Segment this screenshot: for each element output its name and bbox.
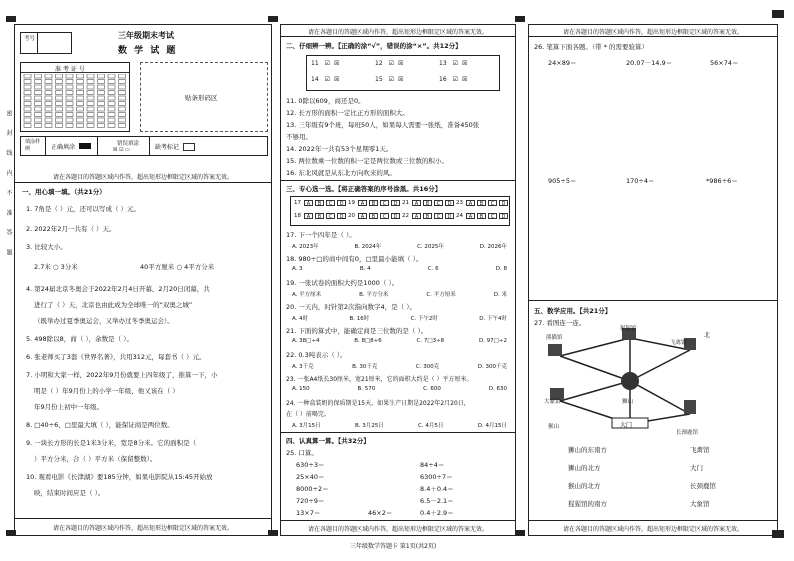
q18-options: A. 3 B. 4 C. 6 D. 8 (292, 266, 507, 272)
ticket-digit-bubble[interactable] (87, 113, 94, 117)
ticket-digit-bubble[interactable] (87, 80, 94, 84)
ticket-digit-bubble[interactable] (24, 91, 31, 95)
ticket-digit-bubble[interactable] (98, 118, 105, 122)
ticket-digit-bubble[interactable] (77, 113, 84, 117)
true-option[interactable]: ☑ (452, 76, 459, 83)
ticket-digit-bubble[interactable] (119, 80, 126, 84)
q14: 14. 2022年一共有53个星期零1天。 (286, 145, 393, 153)
mc-answer-cell[interactable] (456, 213, 510, 219)
notice: 请在各题目的答题区域内作答，超出矩形边框限定区域的答案无效。 (307, 29, 488, 36)
mc-option-bubble[interactable]: D (337, 200, 346, 206)
absent-label: 缺考标记 (155, 144, 180, 151)
mc-option-bubble[interactable]: C (326, 200, 335, 206)
tf-answer-cell[interactable] (439, 60, 471, 67)
ticket-digit-bubble[interactable] (45, 85, 52, 89)
ticket-digit-bubble[interactable] (35, 80, 42, 84)
q8: 8. □40÷6，□里最大填（ ），能保证商是两位数。 (26, 421, 174, 429)
true-option[interactable]: ☑ (388, 76, 395, 83)
section-5-title: 五、数学应用。【共21分】 (534, 307, 612, 315)
q16: 16. 东北风就是从东北方向吹来的风。 (286, 169, 396, 177)
mc-option-bubble[interactable]: C (488, 200, 497, 206)
ticket-digit-bubble[interactable] (24, 96, 31, 100)
tf-question-number: 16 (439, 76, 447, 83)
ticket-digit-bubble[interactable] (24, 74, 31, 78)
written-calc: 56×74＝ (710, 59, 739, 67)
ticket-digit-bubble[interactable] (66, 74, 73, 78)
ticket-digit-bubble[interactable] (98, 102, 105, 106)
registration-mark (268, 16, 278, 22)
notice: 请在各题目的答题区域内作答，超出矩形边框限定区域的答案无效。 (307, 526, 488, 533)
match-left: 猩猩馆的南方 (568, 500, 607, 508)
mc-option-bubble[interactable]: C (488, 213, 497, 219)
ticket-digit-bubble[interactable] (24, 80, 31, 84)
mc-answer-cell[interactable] (348, 200, 402, 206)
q20-options: A. 4时 B. 16时 C. 下午2时 D. 下午4时 (292, 316, 507, 322)
false-option[interactable]: ☒ (462, 76, 468, 83)
mc-option-bubble[interactable]: C (380, 200, 389, 206)
monkey-hill-label: 猴山 (548, 424, 560, 430)
q27: 27. 看图连一连。 (534, 319, 586, 327)
q9-line1: 9. 一块长方形的长是1米3分米，宽是8分米。它的面积是（ (26, 439, 197, 447)
ticket-digit-bubble[interactable] (66, 124, 73, 128)
mc-option-bubble[interactable]: B (315, 213, 324, 219)
ticket-digit-bubble[interactable] (66, 96, 73, 100)
calc-item: 630÷3＝ (296, 461, 325, 469)
mc-option-bubble[interactable]: D (391, 213, 400, 219)
ticket-digit-bubble[interactable] (45, 96, 52, 100)
ticket-digit-bubble[interactable] (87, 118, 94, 122)
tf-answer-cell[interactable] (439, 76, 471, 83)
ticket-digit-bubble[interactable] (45, 80, 52, 84)
ticket-digit-bubble[interactable] (56, 113, 63, 117)
q9-line2: ）平方分米，合（ ）平方米（保留整数）。 (34, 455, 157, 463)
calc-item: 0.4＋2.9＝ (420, 509, 454, 517)
ticket-digit-bubble[interactable] (45, 118, 52, 122)
ticket-digit-bubble[interactable] (45, 113, 52, 117)
gorilla-label: 猩猩馆 (620, 326, 637, 332)
barcode-area (140, 62, 268, 132)
ticket-digit-bubble[interactable] (87, 91, 94, 95)
false-option[interactable]: ☒ (334, 60, 340, 67)
ticket-digit-bubble[interactable] (108, 113, 115, 117)
ticket-digit-bubble[interactable] (77, 102, 84, 106)
mc-option-bubble[interactable]: B (423, 200, 432, 206)
tf-answer-cell[interactable] (311, 60, 343, 67)
calc-item: 6300÷7＝ (420, 473, 453, 481)
registration-mark (515, 530, 525, 536)
mc-option-bubble[interactable]: D (445, 213, 454, 219)
ticket-digit-bubble[interactable] (77, 96, 84, 100)
notice: 请在各题目的答题区域内作答，超出矩形边框限定区域的答案无效。 (562, 526, 743, 533)
true-option[interactable]: ☑ (324, 76, 331, 83)
ticket-digit-bubble[interactable] (77, 124, 84, 128)
mc-option-bubble[interactable]: C (380, 213, 389, 219)
q17-options: A. 2023年 B. 2024年 C. 2025年 D. 2026年 (292, 244, 507, 250)
mc-option-bubble[interactable]: D (499, 213, 508, 219)
giraffe-icon (684, 400, 696, 414)
mc-question-number: 24 (456, 213, 463, 219)
ticket-digit-bubble[interactable] (77, 91, 84, 95)
tf-answer-cell[interactable] (375, 76, 407, 83)
registration-mark (515, 16, 525, 22)
written-calc: 20.07－14.9＝ (626, 59, 673, 67)
ticket-digit-bubble[interactable] (119, 124, 126, 128)
ticket-digit-bubble[interactable] (66, 85, 73, 89)
true-option[interactable]: ☑ (388, 60, 395, 67)
ticket-digit-bubble[interactable] (24, 102, 31, 106)
mc-option-bubble[interactable]: C (326, 213, 335, 219)
match-right: 长颈鹿馆 (690, 482, 716, 490)
ticket-digit-bubble[interactable] (98, 113, 105, 117)
ticket-digit-bubble[interactable] (119, 107, 126, 111)
calc-item: 720÷9＝ (296, 497, 325, 505)
mc-option-bubble[interactable]: A (304, 200, 313, 206)
q3: 3. 比较大小。 (26, 243, 67, 251)
ticket-digit-bubble[interactable] (98, 107, 105, 111)
q1: 1. 7角是（ ）元，还可以写成（ ）元。 (26, 205, 141, 213)
mc-option-bubble[interactable]: A (412, 213, 421, 219)
mc-answer-grid[interactable] (290, 196, 510, 226)
ticket-digit-bubble[interactable] (98, 74, 105, 78)
calc-item: 84÷4＝ (420, 461, 445, 469)
mc-option-bubble[interactable]: A (304, 213, 313, 219)
ticket-digit-bubble[interactable] (87, 102, 94, 106)
ticket-digit-bubble[interactable] (56, 85, 63, 89)
mc-answer-cell[interactable] (348, 213, 402, 219)
wrong-fill-label: 错误填涂 (117, 141, 140, 147)
calc-item: 46×2＝ (368, 509, 393, 517)
mc-answer-cell[interactable] (294, 213, 348, 219)
mc-option-bubble[interactable]: D (337, 213, 346, 219)
ticket-digit-bubble[interactable] (108, 80, 115, 84)
q6: 6. 张老师买了3套《世界名著》，共用312元，每套书（ ）元。 (26, 353, 206, 361)
lion-icon (621, 372, 639, 390)
ticket-digit-bubble[interactable] (77, 74, 84, 78)
ticket-digit-bubble[interactable] (56, 91, 63, 95)
ticket-digit-bubble[interactable] (24, 113, 31, 117)
mc-option-bubble[interactable]: B (477, 213, 486, 219)
notice: 请在各题目的答题区域内作答，超出矩形边框限定区域的答案无效。 (562, 29, 743, 36)
ticket-label: 准 考 证 号 (55, 66, 85, 73)
ticket-digit-bubble[interactable] (56, 124, 63, 128)
written-calc: 905÷5＝ (548, 177, 577, 185)
ticket-digit-bubble[interactable] (45, 107, 52, 111)
exam-title: 三年级期末考试 (118, 31, 174, 40)
tf-question-number: 12 (375, 60, 383, 67)
written-calc: 170÷4＝ (626, 177, 655, 185)
false-option[interactable]: ☒ (398, 60, 404, 67)
registration-mark (772, 10, 784, 18)
ticket-digit-bubble[interactable] (77, 85, 84, 89)
q23-options: A. 150 B. 570 C. 600 D. 630 (292, 386, 507, 392)
mc-answer-cell[interactable] (402, 200, 456, 206)
ticket-digit-bubble[interactable] (98, 96, 105, 100)
ticket-digit-bubble[interactable] (24, 118, 31, 122)
q17: 17. 下一个四年是（ ）。 (286, 231, 356, 239)
ticket-digit-bubble[interactable] (56, 107, 63, 111)
ticket-digit-bubble[interactable] (119, 118, 126, 122)
ticket-digit-bubble[interactable] (66, 113, 73, 117)
mc-option-bubble[interactable]: B (369, 213, 378, 219)
q12: 12. 长方形的面积一定比正方形的面积大。 (286, 109, 409, 117)
ticket-digit-bubble[interactable] (108, 96, 115, 100)
tf-answer-cell[interactable] (311, 76, 343, 83)
mc-option-bubble[interactable]: A (466, 213, 475, 219)
q3-item-1: 2.7米 ○ 3分米 (34, 263, 78, 271)
q13: 13. 三年级有9个班，每班50人，如果每人需要一张纸，准备450张 (286, 121, 480, 129)
q18: 18. 980÷□的商中间有0，□里最小能填（ ）。 (286, 255, 423, 263)
ticket-digit-bubble[interactable] (119, 74, 126, 78)
calc-item: 8.4＋0.4＝ (420, 485, 454, 493)
q20: 20. 一天内，时针第2次指向数字4，是（ ）。 (286, 303, 416, 311)
q4-line3: （既举办过夏季奥运会，又举办过冬季奥运会）。 (34, 317, 174, 325)
q10-line1: 10. 观看电影《长津湖》要185分钟，如果电影院从15:45开始放 (26, 473, 213, 481)
seat-box (20, 32, 72, 54)
ticket-digit-bubble[interactable] (87, 96, 94, 100)
ticket-digit-bubble[interactable] (66, 80, 73, 84)
ticket-digit-bubble[interactable] (87, 124, 94, 128)
mc-answer-cell[interactable] (402, 213, 456, 219)
mc-question-number: 22 (402, 213, 409, 219)
q24-cont: 在（ ）前喝完。 (286, 411, 330, 418)
ticket-digit-bubble[interactable] (35, 113, 42, 117)
mc-question-number: 19 (348, 200, 355, 206)
match-left: 狮山的东南方 (568, 446, 607, 454)
q23: 23. 一张A4纸长30厘米，宽21厘米，它的面积大约是（ ）平方厘米。 (286, 376, 473, 383)
q3-item-2: 40平方厘米 ○ 4平方分米 (140, 263, 215, 271)
ticket-digit-bubble[interactable] (108, 107, 115, 111)
q15: 15. 两位数乘一位数的积一定是两位数或三位数的积小。 (286, 157, 448, 165)
false-option[interactable]: ☒ (334, 76, 340, 83)
wrong-fill-sample: ☒ ☑ ▭ (113, 147, 130, 153)
ticket-digit-bubble[interactable] (98, 124, 105, 128)
mc-option-bubble[interactable]: B (477, 200, 486, 206)
ticket-digit-bubble[interactable] (45, 124, 52, 128)
ticket-digit-bubble[interactable] (56, 74, 63, 78)
ticket-digit-bubble[interactable] (108, 91, 115, 95)
giraffe-label: 长颈鹿馆 (676, 430, 699, 436)
section-1-title: 一、用心填一填。（共21分） (22, 188, 106, 196)
ticket-digit-bubble[interactable] (87, 107, 94, 111)
ticket-digit-bubble[interactable] (87, 85, 94, 89)
ticket-digit-bubble[interactable] (108, 102, 115, 106)
tf-question-number: 11 (311, 60, 319, 67)
ticket-digit-bubble[interactable] (98, 91, 105, 95)
q5: 5. 498除以8，商（ ），余数是（ ）。 (26, 335, 133, 343)
seat-label: 考号 (24, 36, 36, 42)
ticket-digit-bubble[interactable] (66, 107, 73, 111)
mc-answer-cell[interactable] (294, 200, 348, 206)
section-3-title: 三、专心选一选。【将正确答案的序号涂黑。共16分】 (286, 185, 442, 193)
panda-icon (548, 344, 562, 356)
q4-line1: 4. 第24届北京冬奥会于2022年2月4日开幕，2月20日闭幕，共 (26, 285, 210, 293)
ticket-digit-bubble[interactable] (77, 80, 84, 84)
ticket-digit-bubble[interactable] (35, 91, 42, 95)
column-3-frame (528, 24, 778, 536)
mc-option-bubble[interactable]: B (423, 213, 432, 219)
section-2-title: 二、仔细辨一辨。【正确的涂“√”，错误的涂“×”。共12分】 (286, 42, 462, 50)
ticket-digit-bubble[interactable] (56, 96, 63, 100)
q26: 26. 笔算下面各题。（带 * 的需要验算） (534, 43, 649, 51)
calc-item: 25×40＝ (296, 473, 325, 481)
ticket-digit-bubble[interactable] (108, 124, 115, 128)
match-right: 飞禽馆 (690, 446, 710, 454)
mc-option-bubble[interactable]: D (499, 200, 508, 206)
q10-line2: 映，结束时间应是（ ）。 (34, 489, 105, 497)
q22: 22. 0.3吨表示（ ）。 (286, 351, 347, 359)
registration-mark (6, 16, 16, 22)
mc-option-bubble[interactable]: A (466, 200, 475, 206)
tf-answer-grid[interactable] (306, 55, 500, 91)
ticket-digit-bubble[interactable] (119, 85, 126, 89)
elephant-label: 大象馆 (544, 399, 561, 405)
absent-box[interactable] (183, 143, 195, 151)
q7-line1: 7. 小明和大家一样，2022年9月份就要上四年级了，推算一下，小 (26, 371, 218, 379)
ticket-digit-bubble[interactable] (35, 74, 42, 78)
ticket-digit-bubble[interactable] (77, 107, 84, 111)
q7-line3: 年9月份上初中一年级。 (34, 403, 104, 411)
mc-question-number: 20 (348, 213, 355, 219)
ticket-digit-bubble[interactable] (24, 124, 31, 128)
match-left: 狮山的北方 (568, 464, 601, 472)
mc-option-bubble[interactable]: B (369, 200, 378, 206)
q25: 25. 口算。 (286, 449, 318, 457)
ticket-digit-bubble[interactable] (66, 102, 73, 106)
seal-line-text: 密 封 线 内 不 准 答 题 (5, 110, 12, 262)
ticket-digit-bubble[interactable] (35, 118, 42, 122)
north-label: 北 (704, 332, 711, 339)
mc-question-number: 18 (294, 213, 301, 219)
true-option[interactable]: ☑ (452, 60, 459, 67)
mc-option-bubble[interactable]: C (434, 200, 443, 206)
mc-option-bubble[interactable]: D (391, 200, 400, 206)
ticket-digit-bubble[interactable] (98, 85, 105, 89)
correct-fill-sample (79, 143, 91, 149)
fill-label: 填涂样例 (25, 139, 41, 152)
bird-label: 飞禽馆 (670, 340, 687, 346)
ticket-digit-bubble[interactable] (66, 118, 73, 122)
mc-option-bubble[interactable]: A (358, 200, 367, 206)
q24: 24. 一种盒装奶的保质期是15天，如果生产日期是2022年2月20日， (286, 400, 470, 407)
match-right: 大象馆 (690, 500, 710, 508)
ticket-digit-bubble[interactable] (98, 80, 105, 84)
match-left: 猴山的北方 (568, 482, 601, 490)
q19: 19. 一张试卷的面积大约是1000（ ）。 (286, 279, 399, 287)
written-calc: *986÷6＝ (706, 177, 738, 185)
q7-line2: 明是（ ）年9月份上的小学一年级，他又该在（ ） (34, 387, 179, 395)
ticket-digit-bubble[interactable] (119, 96, 126, 100)
section-4-title: 四、认真算一算。【共32分】 (286, 437, 370, 445)
q13-cont: 不够用。 (286, 133, 312, 141)
mc-question-number: 17 (294, 200, 301, 206)
q22-options: A. 3千克 B. 30千克 C. 300克 D. 300千克 (292, 364, 507, 370)
page-footer: 三年级数学答题卡 第1页(共2页) (350, 543, 437, 550)
mc-option-bubble[interactable]: C (434, 213, 443, 219)
calc-item: 13×7＝ (296, 509, 321, 517)
tf-question-number: 13 (439, 60, 447, 67)
mc-answer-cell[interactable] (456, 200, 510, 206)
ticket-digit-bubble[interactable] (45, 102, 52, 106)
q2: 2. 2022年2月一共有（ ）天。 (26, 225, 116, 233)
ticket-digit-bubble[interactable] (45, 91, 52, 95)
barcode-label: 贴条形码区 (185, 94, 218, 102)
ticket-digit-bubble[interactable] (119, 91, 126, 95)
calc-item: 8000÷2＝ (296, 485, 329, 493)
written-calc: 24×89＝ (548, 59, 577, 67)
ticket-bubbles[interactable] (23, 74, 129, 130)
ticket-digit-bubble[interactable] (56, 102, 63, 106)
mc-option-bubble[interactable]: A (412, 200, 421, 206)
ticket-digit-bubble[interactable] (35, 124, 42, 128)
ticket-digit-bubble[interactable] (35, 102, 42, 106)
ticket-digit-bubble[interactable] (66, 91, 73, 95)
ticket-digit-bubble[interactable] (24, 107, 31, 111)
exam-subject: 数 学 试 题 (118, 46, 178, 56)
q21-options: A. 38□÷4 B. 8□8÷6 C. 7□3÷8 D. 97□÷2 (292, 338, 507, 344)
ticket-digit-bubble[interactable] (24, 85, 31, 89)
lion-hill-label: 狮山 (622, 399, 634, 405)
tf-answer-cell[interactable] (375, 60, 407, 67)
ticket-digit-bubble[interactable] (45, 74, 52, 78)
ticket-digit-bubble[interactable] (35, 107, 42, 111)
ticket-digit-bubble[interactable] (56, 118, 63, 122)
ticket-digit-bubble[interactable] (119, 113, 126, 117)
mc-option-bubble[interactable]: D (445, 200, 454, 206)
ticket-digit-bubble[interactable] (77, 118, 84, 122)
ticket-digit-bubble[interactable] (119, 102, 126, 106)
q24-options: A. 3月15日 B. 3月25日 C. 4月5日 D. 4月15日 (292, 423, 507, 429)
tf-question-number: 15 (375, 76, 383, 83)
panda-label: 熊猫馆 (546, 335, 563, 341)
q21: 21. 下面的算式中，能确定商是三位数的是（ ）。 (286, 327, 428, 335)
ticket-number-grid[interactable] (20, 62, 130, 132)
true-option[interactable]: ☑ (324, 60, 331, 67)
ticket-digit-bubble[interactable] (87, 74, 94, 78)
tf-question-number: 14 (311, 76, 319, 83)
ticket-digit-bubble[interactable] (108, 74, 115, 78)
calc-item: 6.5－2.1＝ (420, 497, 454, 505)
correct-fill-label: 正确填涂 (51, 144, 76, 151)
ticket-digit-bubble[interactable] (35, 96, 42, 100)
notice: 请在各题目的答题区域内作答，超出矩形边框限定区域的答案无效。 (52, 174, 233, 181)
mc-option-bubble[interactable]: A (358, 213, 367, 219)
false-option[interactable]: ☒ (462, 60, 468, 67)
mc-option-bubble[interactable]: B (315, 200, 324, 206)
ticket-digit-bubble[interactable] (35, 85, 42, 89)
match-right: 大门 (690, 464, 703, 472)
false-option[interactable]: ☒ (398, 76, 404, 83)
fill-example (20, 136, 268, 156)
gate-label: 大门 (620, 422, 633, 429)
ticket-digit-bubble[interactable] (108, 85, 115, 89)
notice: 请在各题目的答题区域内作答，超出矩形边框限定区域的答案无效。 (52, 525, 233, 532)
mc-question-number: 23 (456, 200, 463, 206)
q11: 11. 0除以609，商还是0。 (286, 97, 365, 105)
q4-line2: 进行了（ ）天，北京也由此成为全球唯一的“双奥之城” (34, 301, 193, 309)
ticket-digit-bubble[interactable] (56, 80, 63, 84)
ticket-digit-bubble[interactable] (108, 118, 115, 122)
q19-options: A. 平方厘米 B. 平方分米 C. 平方厘米 D. 米 (292, 292, 507, 298)
mc-question-number: 21 (402, 200, 409, 206)
